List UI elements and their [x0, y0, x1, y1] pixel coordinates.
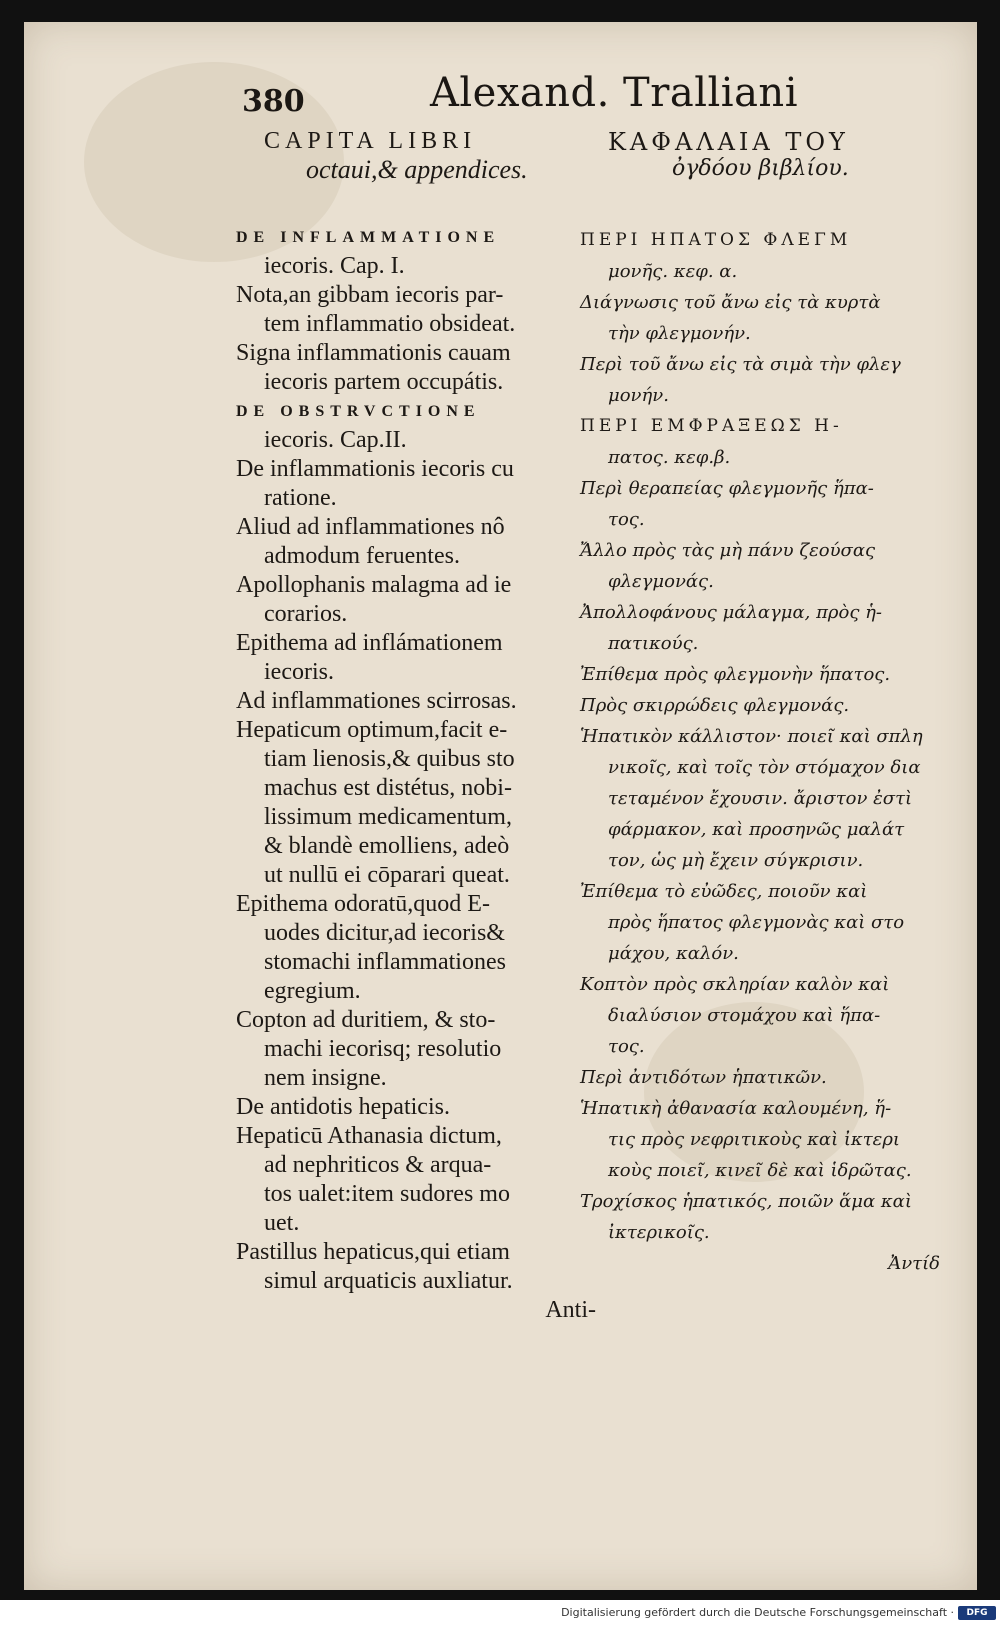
greek-line: τος. — [608, 1036, 645, 1057]
greek-line: Πρὸς σκιρρώδεις φλεγμονάς. — [580, 695, 850, 716]
greek-line: Ἄλλο πρὸς τὰς μὴ πάνυ ζεούσας — [580, 540, 876, 561]
page-header — [0, 60, 953, 130]
latin-line: Epithema ad inflámationem — [236, 630, 503, 656]
greek-line: Κοπτὸν πρὸς σκληρίαν καλὸν καὶ — [580, 974, 890, 995]
latin-line: lissimum medicamentum, — [264, 804, 512, 830]
greek-line: τὴν φλεγμονήν. — [608, 323, 751, 344]
greek-title-caps: ΚΑΦΑΛΑΙΑ ΤΟΥ — [608, 128, 849, 156]
greek-line: Ἡπατικὸν κάλλιστον· ποιεῖ καὶ σπλη — [580, 726, 923, 747]
greek-line: φλεγμονάς. — [608, 571, 714, 592]
latin-line: nem insigne. — [264, 1065, 387, 1091]
latin-line: simul arquaticis auxliatur. — [264, 1268, 513, 1294]
latin-line: Epithema odoratū,quod E- — [236, 891, 490, 917]
greek-line: Τροχίσκος ἡπατικός, ποιῶν ἅμα καὶ — [580, 1191, 912, 1212]
greek-line: Ἀπολλοφάνους μάλαγμα, πρὸς ἡ- — [580, 602, 882, 623]
latin-line: ut nullū ei cōparari queat. — [264, 862, 510, 888]
greek-column — [580, 128, 940, 1279]
latin-line: iecoris partem occupátis. — [264, 369, 504, 395]
latin-line: Pastillus hepaticus,qui etiam — [236, 1239, 510, 1265]
greek-line: Ἐπίθεμα τὸ εὐῶδες, ποιοῦν καὶ — [580, 881, 868, 902]
latin-line: machi iecorisq; resolutio — [264, 1036, 502, 1062]
latin-line: admodum feruentes. — [264, 543, 460, 569]
latin-line: De antidotis hepaticis. — [236, 1094, 450, 1120]
latin-line: Aliud ad inflammationes nô — [236, 514, 505, 540]
latin-line: iecoris. — [264, 659, 334, 685]
greek-title-italic: ὀγδόου βιβλίου. — [672, 156, 849, 181]
latin-line: Copton ad duritiem, & sto- — [236, 1007, 496, 1033]
greek-line: Περὶ ἀντιδότων ἡπατικῶν. — [580, 1067, 827, 1088]
greek-line: ΠΕΡΙ ΕΜΦΡΑΞΕΩΣ Η- — [580, 416, 843, 436]
greek-contents-list — [580, 225, 940, 1279]
latin-line: uet. — [264, 1210, 300, 1236]
latin-line: Apollophanis malagma ad ie — [236, 572, 512, 598]
latin-line: De inflammationis iecoris cu — [236, 456, 514, 482]
funding-credit: Digitalisierung gefördert durch die Deutsche Forschungsgemeinschaft · — [561, 1606, 954, 1619]
greek-line: τος. — [608, 509, 645, 530]
greek-line: μάχου, καλόν. — [608, 943, 739, 964]
latin-line: stomachi inflammationes — [264, 949, 506, 975]
greek-line: Ἀντίδ — [888, 1253, 940, 1274]
running-head: Alexand. Tralliani — [430, 70, 798, 116]
greek-line: κοὺς ποιεῖ, κινεῖ δὲ καὶ ἱδρῶτας. — [608, 1160, 912, 1181]
greek-line: τις πρὸς νεφριτικοὺς καὶ ἰκτερι — [608, 1129, 900, 1150]
latin-line: DE OBSTRVCTIONE — [236, 403, 481, 420]
latin-line: ad nephriticos & arqua- — [264, 1152, 492, 1178]
greek-line: μονῆς. κεφ. α. — [608, 261, 738, 282]
latin-line: Ad inflammationes scirrosas. — [236, 688, 517, 714]
latin-title-italic: octaui,& appendices. — [306, 155, 528, 184]
latin-contents-list — [236, 223, 596, 1325]
latin-line: iecoris. Cap. I. — [264, 253, 405, 279]
greek-line: μονήν. — [608, 385, 669, 406]
greek-line: Διάγνωσις τοῦ ἄνω εἰς τὰ κυρτὰ — [580, 292, 881, 313]
greek-line: Περὶ τοῦ ἄνω εἰς τὰ σιμὰ τὴν φλεγ — [580, 354, 901, 375]
latin-line: DE INFLAMMATIONE — [236, 229, 501, 246]
latin-line: Signa inflammationis cauam — [236, 340, 511, 366]
greek-line: νικοῖς, καὶ τοῖς τὸν στόμαχον δια — [608, 757, 921, 778]
latin-line: iecoris. Cap.II. — [264, 427, 407, 453]
latin-line: Nota,an gibbam iecoris par- — [236, 282, 504, 308]
latin-line: egregium. — [264, 978, 361, 1004]
greek-line: πατικούς. — [608, 633, 699, 654]
greek-line: Περὶ θεραπείας φλεγμονῆς ἥπα- — [580, 478, 874, 499]
latin-line: Hepaticum optimum,facit e- — [236, 717, 508, 743]
latin-line: uodes dicitur,ad iecoris& — [264, 920, 505, 946]
dfg-logo: DFG — [958, 1606, 996, 1620]
latin-line: tos ualet:item sudores mo — [264, 1181, 510, 1207]
latin-column — [236, 128, 596, 1325]
latin-line: & blandè emolliens, adeò — [264, 833, 510, 859]
latin-line: corarios. — [264, 601, 348, 627]
greek-line: τον, ὡς μὴ ἔχειν σύγκρισιν. — [608, 850, 864, 871]
latin-line: Hepaticū Athanasia dictum, — [236, 1123, 502, 1149]
greek-line: Ἡπατικὴ ἀθανασία καλουμένη, ἥ- — [580, 1098, 892, 1119]
latin-line: machus est distétus, nobi- — [264, 775, 512, 801]
latin-line: tiam lienosis,& quibus sto — [264, 746, 515, 772]
page-number: 380 — [242, 84, 305, 119]
greek-line: φάρμακον, καὶ προσηνῶς μαλάτ — [608, 819, 905, 840]
digitization-footer — [0, 1605, 1000, 1625]
greek-line: πατος. κεφ.β. — [608, 447, 731, 468]
latin-line: ratione. — [264, 485, 337, 511]
latin-line: Anti- — [545, 1297, 596, 1323]
greek-line: ἰκτερικοῖς. — [608, 1222, 710, 1243]
greek-line: τεταμένον ἔχουσιν. ἄριστον ἐστὶ — [608, 788, 913, 809]
latin-line: tem inflammatio obsideat. — [264, 311, 516, 337]
greek-line: ΠΕΡΙ ΗΠΑΤΟΣ ΦΛΕΓΜ — [580, 230, 852, 250]
greek-line: πρὸς ἥπατος φλεγμονὰς καὶ στο — [608, 912, 905, 933]
latin-title-caps: CAPITA LIBRI — [264, 128, 477, 154]
greek-line: Ἐπίθεμα πρὸς φλεγμονὴν ἥπατος. — [580, 664, 891, 685]
greek-line: διαλύσιον στομάχου καὶ ἥπα- — [608, 1005, 881, 1026]
